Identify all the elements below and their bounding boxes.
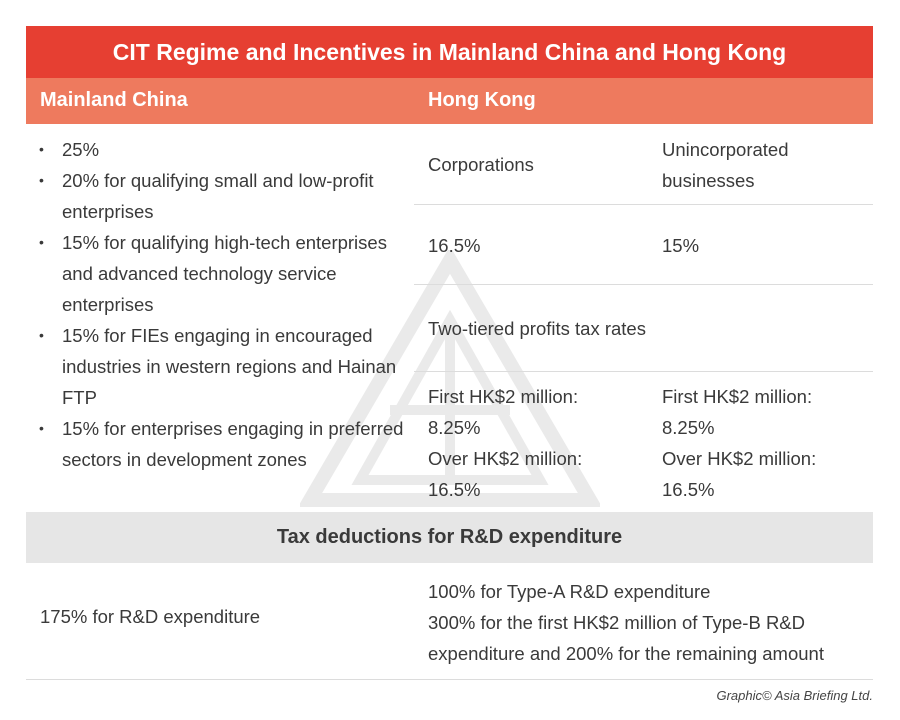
hk-rate-corporations: 16.5% — [428, 235, 481, 256]
hk-corporations-label: Corporations — [428, 154, 534, 175]
divider — [414, 371, 873, 372]
hk-two-tier-label: Two-tiered profits tax rates — [428, 318, 646, 339]
bullet-glyph: • — [39, 420, 44, 436]
list-item: • 25% — [26, 134, 406, 165]
bullet-glyph: • — [39, 327, 44, 343]
hk-rate-unincorporated: 15% — [662, 235, 700, 256]
bullet-glyph: • — [39, 234, 44, 250]
table-title: CIT Regime and Incentives in Mainland China and Hong Kong — [26, 26, 873, 78]
rd-mainland: 175% for R&D expenditure — [40, 606, 261, 627]
mainland-rates-list — [26, 134, 406, 475]
header-mainland: Mainland China — [40, 89, 188, 111]
hongkong-rates-grid — [414, 124, 873, 512]
hk-tier-unincorporated: First HK$2 million: 8.25% Over HK$2 million: 16.5% — [662, 386, 817, 500]
cit-rates-section — [26, 124, 873, 512]
list-item: • 15% for qualifying high-tech enterprises and advanced technology service enterprises — [26, 227, 406, 320]
header-hongkong: Hong Kong — [428, 89, 536, 111]
hk-tier-corporations: First HK$2 million: 8.25% Over HK$2 million: 16.5% — [428, 386, 583, 500]
bullet-glyph: • — [39, 141, 44, 157]
hk-unincorporated-label: Unincorporated businesses — [662, 139, 789, 191]
rd-deduction-row — [26, 563, 873, 680]
divider — [414, 204, 873, 205]
column-header-row — [26, 78, 873, 124]
rd-hongkong: 100% for Type-A R&D expenditure 300% for the first HK$2 million of Type-B R&D expenditure and 200% for the remaining amount — [428, 581, 824, 664]
cit-table — [26, 26, 873, 680]
list-item: • 20% for qualifying small and low-profit enterprises — [26, 165, 406, 227]
list-item: • 15% for enterprises engaging in preferred sectors in development zones — [26, 413, 406, 475]
divider — [414, 284, 873, 285]
bullet-glyph: • — [39, 172, 44, 188]
graphic-credit: Graphic© Asia Briefing Ltd. — [716, 688, 873, 703]
list-item: • 15% for FIEs engaging in encouraged industries in western regions and Hainan FTP — [26, 320, 406, 413]
rd-section-title: Tax deductions for R&D expenditure — [26, 512, 873, 563]
